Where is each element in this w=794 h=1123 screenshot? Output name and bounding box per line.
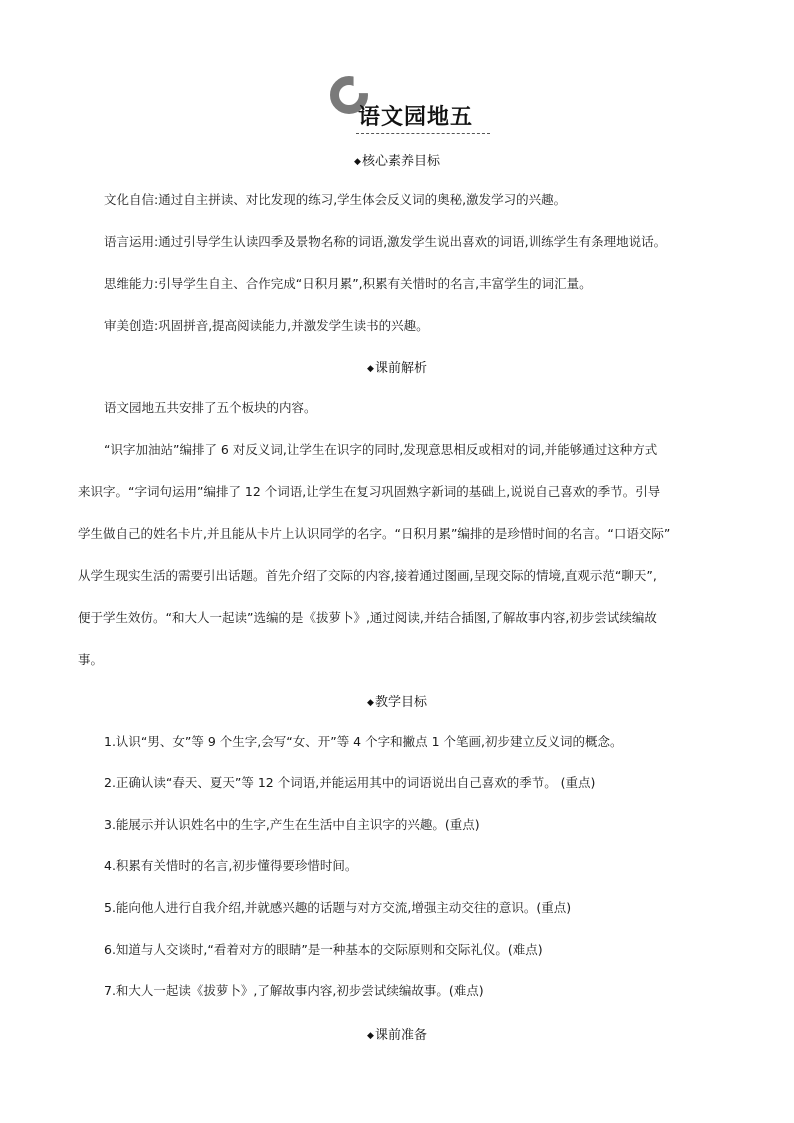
section-heading-text: 核心素养目标 — [361, 154, 440, 169]
pre-analysis-line: 从学生现实生活的需要引出话题。首先介绍了交际的内容,接着通过图画,呈现交际的情境,直观示范“聊天”, — [78, 568, 657, 583]
core-goal-item: 思维能力:引导学生自主、合作完成“日积月累”,积累有关惜时的名言,丰富学生的词汇量。 — [104, 276, 592, 291]
teaching-goal-item: 2.正确认读“春天、夏天”等 12 个词语,并能运用其中的词语说出自己喜欢的季节。 (重点) — [104, 775, 596, 790]
pre-analysis-intro: 语文园地五共安排了五个板块的内容。 — [104, 400, 317, 415]
teaching-goal-item: 6.知道与人交谈时,“看着对方的眼睛”是一种基本的交际原则和交际礼仪。(难点) — [104, 942, 543, 957]
page-title: 语文园地五 — [358, 105, 474, 130]
diamond-icon: ◆ — [354, 157, 361, 167]
section-heading-teaching-goals — [0, 691, 794, 710]
section-heading-text: 教学目标 — [374, 695, 427, 710]
teaching-goal-item: 1.认识“男、女”等 9 个生字,会写“女、开”等 4 个字和撇点 1 个笔画,初步建立反义词的概念。 — [104, 734, 623, 749]
section-heading-text: 课前准备 — [374, 1028, 427, 1043]
diamond-icon: ◆ — [367, 364, 374, 374]
pre-analysis-line: 事。 — [78, 652, 104, 667]
teaching-goal-item: 7.和大人一起读《拔萝卜》,了解故事内容,初步尝试续编故事。(难点) — [104, 983, 484, 998]
pre-analysis-line: “识字加油站”编排了 6 对反义词,让学生在识字的同时,发现意思相反或相对的词,并能够通过这种方式 — [104, 442, 658, 457]
core-goal-item: 审美创造:巩固拼音,提高阅读能力,并激发学生读书的兴趣。 — [104, 318, 429, 333]
teaching-goal-item: 3.能展示并认识姓名中的生字,产生在生活中自主识字的兴趣。(重点) — [104, 817, 480, 832]
diamond-icon: ◆ — [367, 698, 374, 708]
title-block — [326, 72, 496, 136]
section-heading-text: 课前解析 — [374, 361, 427, 376]
teaching-goal-item: 4.积累有关惜时的名言,初步懂得要珍惜时间。 — [104, 858, 358, 873]
teaching-goal-item: 5.能向他人进行自我介绍,并就感兴趣的话题与对方交流,增强主动交往的意识。(重点) — [104, 900, 572, 915]
diamond-icon: ◆ — [367, 1031, 374, 1041]
section-heading-pre-analysis — [0, 357, 794, 376]
pre-analysis-line: 学生做自己的姓名卡片,并且能从卡片上认识同学的名字。“日积月累”编排的是珍惜时间的名言。“口语交际” — [78, 526, 671, 541]
section-heading-core-goals — [0, 150, 794, 169]
pre-analysis-line: 便于学生效仿。“和大人一起读”选编的是《拔萝卜》,通过阅读,并结合插图,了解故事内容,初步尝试续编故 — [78, 610, 657, 625]
core-goal-item: 语言运用:通过引导学生认读四季及景物名称的词语,激发学生说出喜欢的词语,训练学生有条理地说话。 — [104, 234, 667, 249]
section-heading-preparation — [0, 1024, 794, 1043]
title-underline — [356, 133, 490, 134]
pre-analysis-line: 来识字。“字词句运用”编排了 12 个词语,让学生在复习巩固熟字新词的基础上,说说自己喜欢的季节。引导 — [78, 484, 661, 499]
core-goal-item: 文化自信:通过自主拼读、对比发现的练习,学生体会反义词的奥秘,激发学习的兴趣。 — [104, 192, 567, 207]
